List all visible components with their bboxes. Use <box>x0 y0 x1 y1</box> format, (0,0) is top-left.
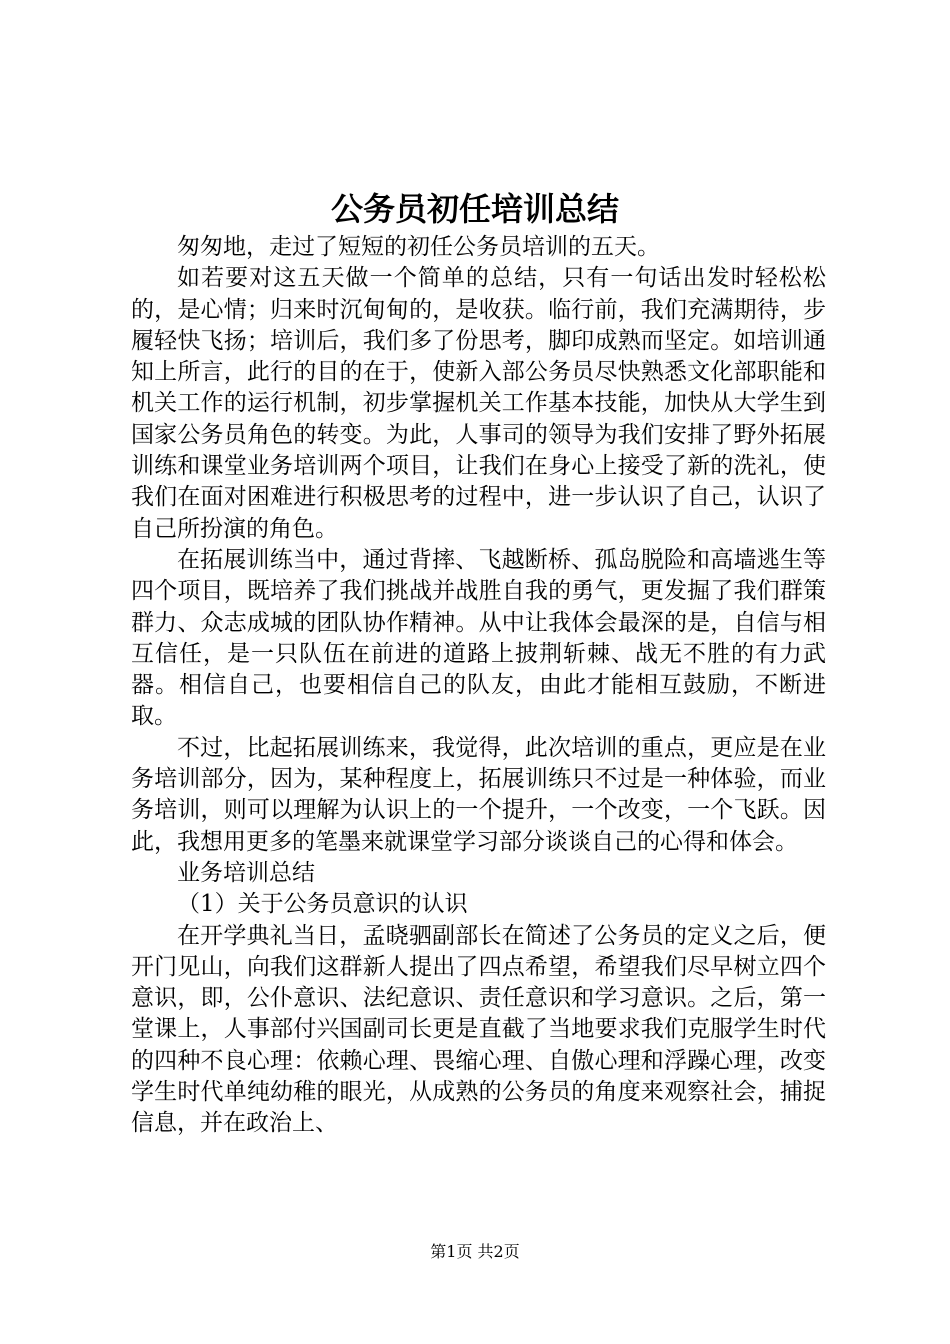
paragraph-awareness: 在开学典礼当日，孟晓驷副部长在简述了公务员的定义之后，便开门见山，向我们这群新人提出了四点希望，希望我们尽早树立四个意识，即，公仆意识、法纪意识、责任意识和学习意识。之后，第一堂课上，人事部付兴国副司长更是直截了当地要求我们克服学生时代的四种不良心理：依赖心理、畏缩心理、自傲心理和浮躁心理，改变学生时代单纯幼稚的眼光，从成熟的公务员的角度来观察社会，捕捉信息，并在政治上、 <box>131 922 826 1137</box>
page-footer: 第1页 共2页 <box>430 1242 520 1261</box>
paragraph-summary: 如若要对这五天做一个简单的总结，只有一句话出发时轻松松的，是心情；归来时沉甸甸的，是收获。临行前，我们充满期待，步履轻快飞扬；培训后，我们多了份思考，脚印成熟而坚定。如培训通知上所言，此行的目的在于，使新入部公务员尽快熟悉文化部职能和机关工作的运行机制，初步掌握机关工作基本技能，加快从大学生到国家公务员角色的转变。为此，人事司的领导为我们安排了野外拓展训练和课堂业务培训两个项目，让我们在身心上接受了新的洗礼，使我们在面对困难进行积极思考的过程中，进一步认识了自己，认识了自己所扮演的角色。 <box>131 265 826 542</box>
section-heading: 业务培训总结 <box>177 859 315 886</box>
paragraph-business-training: 不过，比起拓展训练来，我觉得，此次培训的重点，更应是在业务培训部分，因为，某种程度上，拓展训练只不过是一种体验，而业务培训，则可以理解为认识上的一个提升，一个改变，一个飞跃。因此，我想用更多的笔墨来就课堂学习部分谈谈自己的心得和体会。 <box>131 734 826 855</box>
document-title: 公务员初任培训总结 <box>330 190 619 228</box>
subsection-heading: （1）关于公务员意识的认识 <box>177 891 468 918</box>
paragraph-intro: 匆匆地，走过了短短的初任公务员培训的五天。 <box>177 234 660 260</box>
paragraph-outdoor-training: 在拓展训练当中，通过背摔、飞越断桥、孤岛脱险和高墙逃生等四个项目，既培养了我们挑战并战胜自我的勇气，更发掘了我们群策群力、众志成城的团队协作精神。从中让我体会最深的是，自信与相互信任，是一只队伍在前进的道路上披荆斩棘、战无不胜的有力武器。相信自己，也要相信自己的队友，由此才能相互鼓励，不断进取。 <box>131 546 826 730</box>
document-body <box>131 232 826 1140</box>
